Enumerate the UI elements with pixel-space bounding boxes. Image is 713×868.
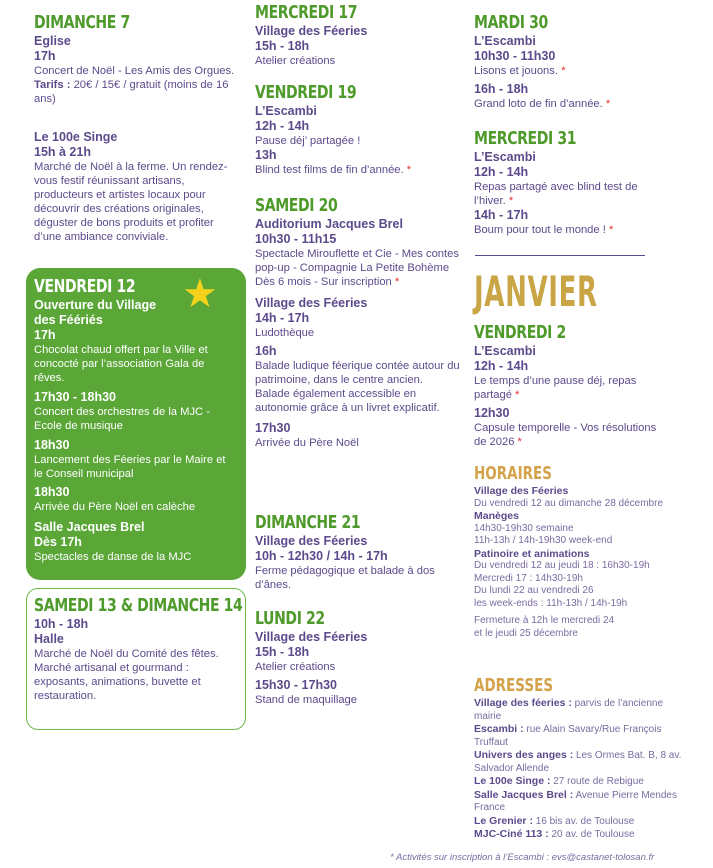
event-desc: Stand de maquillage [255, 694, 358, 706]
footnote: * Activités sur inscription à l’Escambi : evs@castanet-tolosan.fr [390, 852, 655, 863]
address-item: Le 100e Singe : 27 route de Rebigue [474, 775, 644, 787]
event-time: 10h - 12h30 / 14h - 17h [255, 549, 388, 563]
event-desc: Arrivée du Père Noël [255, 437, 359, 449]
month-title: JANVIER [474, 267, 598, 316]
event-desc: Capsule temporelle - Vos résolutions de 2026 * [474, 422, 657, 448]
event-time: 15h - 18h [255, 39, 310, 53]
day-heading: VENDREDI 12 [34, 276, 136, 297]
day-heading: DIMANCHE 21 [255, 512, 361, 533]
event-time: 13h [255, 148, 277, 162]
horaires-text: les week-ends : 11h-13h / 14h-19h [474, 597, 628, 609]
event-mercredi-17 [255, 2, 460, 68]
event-desc: Marché de Noël du Comité des fêtes. Marché artisanal et gourmand : exposants, animations, buvette et restauration. [34, 648, 219, 702]
event-time: 16h - 18h [474, 82, 529, 96]
event-vendredi-19 [255, 82, 460, 177]
event-100e-singe [34, 130, 239, 244]
day-heading: MERCREDI 17 [255, 2, 358, 23]
horaires-text: Fermeture à 12h le mercredi 24 [474, 615, 615, 626]
event-desc: Lancement des Féeries par le Maire et le Conseil municipal [34, 454, 226, 480]
horaires-label: Patinoire et animations [474, 547, 590, 560]
event-time: 14h - 17h [474, 208, 529, 222]
address-item: Univers des anges : Les Ormes Bat. B, 8 av. Salvador Allende [474, 749, 682, 774]
horaires-text: Du lundi 22 au vendredi 26 [474, 585, 594, 596]
event-desc: Balade également accessible en autonomie grâce à un livret explicatif. [255, 388, 440, 414]
event-desc: Atelier créations [255, 661, 336, 673]
day-heading: MERCREDI 31 [474, 128, 577, 149]
event-time: 15h - 18h [255, 645, 310, 659]
day-heading: VENDREDI 2 [474, 322, 566, 343]
month-heading [474, 268, 673, 316]
event-desc: Chocolat chaud offert par la Ville et concocté par l’association Gala de rêves. [34, 344, 208, 384]
event-desc: Blind test films de fin d’année. * [255, 164, 412, 176]
event-time: 16h [255, 344, 277, 358]
event-place: Salle Jacques Brel [34, 520, 145, 534]
event-place: L’Escambi [474, 344, 536, 358]
day-heading: SAMEDI 13 & DIMANCHE 14 [34, 595, 243, 616]
event-time: 17h30 - 18h30 [34, 390, 116, 404]
horaires-text: Mercredi 17 : 14h30-19h [474, 572, 583, 584]
event-desc: Repas partagé avec blind test de l’hiver. * [474, 181, 638, 207]
event-time: 12h - 14h [255, 119, 310, 133]
event-lundi-22 [255, 608, 460, 707]
event-desc: Dès 6 mois - Sur inscription * [255, 276, 400, 288]
event-desc: Boum pour tout le monde ! * [474, 224, 614, 236]
event-desc: Concert de Noël - Les Amis des Orgues. [34, 65, 235, 77]
divider [475, 255, 645, 256]
event-place: Village des Féeries [255, 24, 368, 38]
address-item: Escambi : rue Alain Savary/Rue François Truffaut [474, 723, 662, 748]
event-desc: Marché de Noël à la ferme. Un rendez-vous festif réunissant artisans, producteurs et artistes locaux pour découvrir des créations originales, déguster de bons produits et profiter d’une ambiance conviviale. [34, 161, 228, 243]
event-time: 17h [34, 328, 56, 342]
box-samedi-13 [26, 588, 246, 730]
event-time: 10h30 - 11h30 [474, 49, 556, 63]
event-place: Eglise [34, 34, 71, 48]
horaires-section [474, 463, 689, 640]
horaires-label: Village des Féeries [474, 485, 569, 497]
event-time: 18h30 [34, 438, 70, 452]
event-desc: Lisons et jouons. * [474, 65, 566, 77]
horaires-text: Du vendredi 12 au dimanche 28 décembre [474, 497, 664, 509]
event-time: 12h - 14h [474, 359, 529, 373]
event-time: 12h - 14h [474, 165, 529, 179]
event-time: 10h - 18h [34, 617, 89, 631]
event-desc: Spectacles de danse de la MJC [34, 551, 192, 563]
event-place: Village des Féeries [255, 630, 368, 644]
event-desc: Atelier créations [255, 55, 336, 67]
event-desc: Le temps d’une pause déj, repas partagé * [474, 375, 637, 401]
event-desc: Pause déj’ partagée ! [255, 135, 361, 147]
event-dimanche-21 [255, 512, 460, 592]
event-time: 12h30 [474, 406, 510, 420]
day-heading: LUNDI 22 [255, 608, 325, 629]
horaires-text: Du vendredi 12 au jeudi 18 : 16h30-19h [474, 560, 650, 571]
address-item: Village des féeries : parvis de l’ancienne mairie [474, 697, 664, 722]
event-mercredi-31 [474, 128, 664, 237]
event-desc: Concert des orchestres de la MJC - Ecole de musique [34, 406, 210, 432]
event-vendredi-2 [474, 322, 669, 449]
event-time: Dès 17h [34, 535, 82, 549]
event-time: 15h30 - 17h30 [255, 678, 337, 692]
event-place: L’Escambi [255, 104, 317, 118]
address-item: MJC-Ciné 113 : 20 av. de Toulouse [474, 828, 635, 840]
event-time: 15h à 21h [34, 145, 91, 159]
event-tarifs: Tarifs : 20€ / 15€ / gratuit (moins de 16 ans) [34, 79, 229, 105]
day-heading: DIMANCHE 7 [34, 12, 130, 33]
event-desc: Spectacle Mirouflette et Cie - Mes contes pop-up - Compagnie La Petite Bohème [255, 248, 459, 274]
event-time: 18h30 [34, 485, 70, 499]
event-desc: Ludothèque [255, 327, 315, 339]
event-place: Le 100e Singe [34, 130, 118, 144]
section-title: ADRESSES [474, 675, 554, 696]
address-item: Salle Jacques Brel : Avenue Pierre Mendes France [474, 788, 677, 813]
event-desc: Grand loto de fin d’année. * [474, 98, 611, 110]
adresses-section [474, 675, 689, 842]
event-place: L’Escambi [474, 34, 536, 48]
event-time: 17h [34, 49, 56, 63]
event-desc: Balade ludique féerique contée autour du patrimoine, dans le centre ancien. [255, 360, 460, 386]
event-samedi-20 [255, 195, 460, 450]
event-time: 17h30 [255, 421, 291, 435]
star-icon: ★ [182, 272, 218, 316]
event-place: Halle [34, 632, 64, 646]
horaires-label: Manèges [474, 510, 519, 522]
event-place: Village des Féeries [255, 296, 368, 310]
address-item: Le Grenier : 16 bis av. de Toulouse [474, 814, 635, 827]
day-heading: SAMEDI 20 [255, 195, 338, 216]
event-desc: Ferme pédagogique et balade à dos d’ânes. [255, 565, 435, 591]
day-heading: MARDI 30 [474, 12, 548, 33]
event-dimanche-7 [34, 12, 239, 106]
event-place: Auditorium Jacques Brel [255, 217, 403, 231]
horaires-text: 14h30-19h30 semaine [474, 522, 574, 534]
event-mardi-30 [474, 12, 664, 111]
day-heading: VENDREDI 19 [255, 82, 357, 103]
horaires-text: et le jeudi 25 décembre [474, 627, 578, 639]
section-title: HORAIRES [474, 463, 552, 484]
event-title: Ouverture du Village des Féériés [34, 298, 157, 327]
event-place: L’Escambi [474, 150, 536, 164]
event-desc: Arrivée du Père Noël en calèche [34, 501, 196, 513]
horaires-text: 11h-13h / 14h-19h30 week-end [474, 535, 613, 546]
highlight-box-vendredi-12 [26, 268, 246, 580]
event-time: 10h30 - 11h15 [255, 232, 337, 246]
event-time: 14h - 17h [255, 311, 310, 325]
event-place: Village des Féeries [255, 534, 368, 548]
